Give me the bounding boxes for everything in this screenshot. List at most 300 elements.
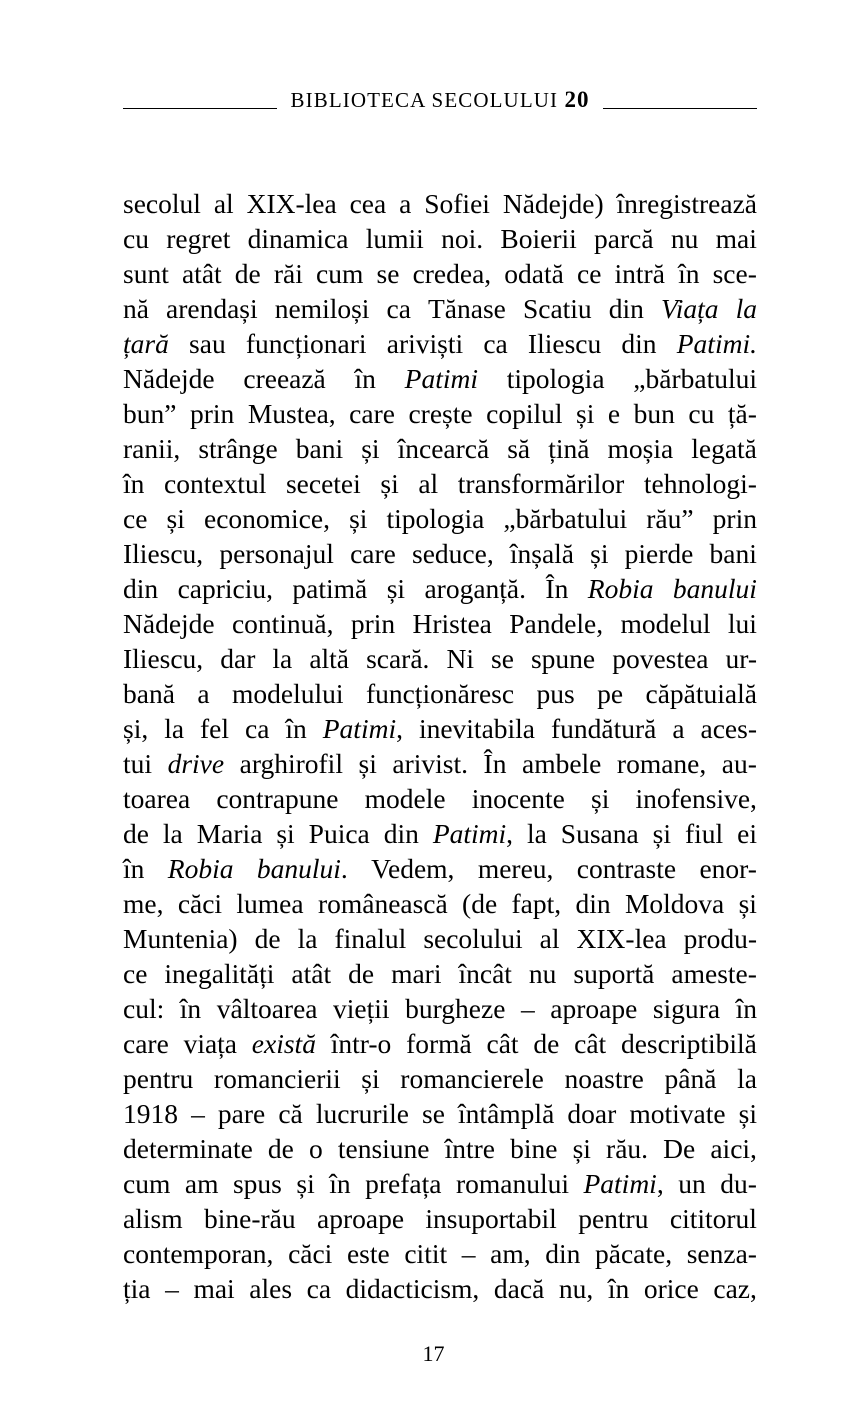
text-word: Pandele, xyxy=(509,608,604,639)
text-word: ambele xyxy=(521,748,602,779)
text-word: aici, xyxy=(710,1133,757,1164)
text-word: ales xyxy=(249,1273,293,1304)
text-word: transformărilor xyxy=(457,468,625,499)
text-word: romanului xyxy=(455,1168,569,1199)
text-word: vieții xyxy=(333,993,390,1024)
text-word: spus xyxy=(232,1168,282,1199)
text-word: lui xyxy=(727,608,757,639)
text-word: (de xyxy=(462,888,498,919)
text-word: care xyxy=(349,398,395,429)
text-word: credea, xyxy=(412,258,492,289)
text-word: romane, xyxy=(616,748,707,779)
text-word: cea xyxy=(349,188,387,219)
text-word: bine xyxy=(510,1133,558,1164)
text-word: Muntenia) xyxy=(123,923,238,954)
text-word: vâltoarea xyxy=(216,993,318,1024)
text-word: cu xyxy=(688,398,715,429)
text-word: – xyxy=(461,1238,476,1269)
text-word: și xyxy=(386,573,406,604)
text-word: crește xyxy=(408,398,473,429)
text-word: la xyxy=(735,293,757,324)
text-word: ur- xyxy=(725,643,757,674)
text-word: cu xyxy=(123,223,149,254)
text-word: formă xyxy=(406,1028,472,1059)
text-word: Maria xyxy=(196,818,263,849)
text-word: tipologia xyxy=(506,363,605,394)
text-word: alism xyxy=(123,1203,183,1234)
text-word: noi. xyxy=(441,223,484,254)
text-line xyxy=(123,956,757,991)
text-word: încât xyxy=(458,958,512,989)
text-word: e xyxy=(607,398,621,429)
text-word: Mustea, xyxy=(247,398,336,429)
text-word: contextul xyxy=(164,468,267,499)
text-word: și xyxy=(590,538,609,569)
text-word: Susana xyxy=(560,818,639,849)
text-word: ță- xyxy=(727,398,757,429)
text-line xyxy=(123,291,757,326)
text-word: sigura xyxy=(652,993,721,1024)
text-word: rău. xyxy=(606,1133,649,1164)
text-word: Vedem, xyxy=(371,853,455,884)
text-word: noastre xyxy=(564,1063,644,1094)
text-word: din xyxy=(621,328,657,359)
text-word: banului xyxy=(672,573,757,604)
text-word: Puica xyxy=(308,818,370,849)
text-word: aproape xyxy=(550,993,638,1024)
text-word: secetei xyxy=(285,468,361,499)
text-word: atât xyxy=(181,258,222,289)
text-word: bani xyxy=(709,538,757,569)
text-word: bun” xyxy=(123,398,177,429)
text-word: orice xyxy=(643,1273,699,1304)
text-word: românească xyxy=(317,888,448,919)
text-word: modelului xyxy=(231,678,344,709)
text-line xyxy=(123,1166,757,1201)
text-word: finalul xyxy=(334,923,407,954)
text-word: Boierii xyxy=(500,223,577,254)
text-word: caz, xyxy=(713,1273,757,1304)
text-word: personajul xyxy=(219,538,334,569)
text-word: păcate, xyxy=(595,1238,673,1269)
text-word: țară xyxy=(123,328,169,359)
text-word: și xyxy=(576,398,595,429)
text-word: Sofiei xyxy=(424,188,490,219)
text-word: ce xyxy=(123,958,148,989)
text-word: un xyxy=(678,1168,706,1199)
text-word: nu xyxy=(670,223,699,254)
text-word: ei xyxy=(737,818,757,849)
text-word: cât xyxy=(574,1028,607,1059)
text-word: legată xyxy=(691,433,757,464)
text-line xyxy=(123,1096,757,1131)
text-word: Nădejde xyxy=(123,363,215,394)
text-word: aproape xyxy=(317,1203,405,1234)
text-word: Iliescu xyxy=(527,328,602,359)
text-word: până xyxy=(664,1063,717,1094)
text-word: modelul xyxy=(620,608,711,639)
text-word: prin xyxy=(712,503,757,534)
text-word: sce- xyxy=(712,258,757,289)
text-word: la xyxy=(272,643,293,674)
text-word: fundătură xyxy=(550,713,657,744)
text-word: de xyxy=(267,1133,294,1164)
text-word: și xyxy=(380,468,399,499)
text-word: inegalități xyxy=(164,958,275,989)
text-word: și xyxy=(296,1168,315,1199)
text-word: fel xyxy=(200,713,230,744)
text-word: nu xyxy=(528,958,557,989)
text-word: suportă xyxy=(573,958,655,989)
text-word: tensiune xyxy=(337,1133,430,1164)
text-word: Nădejde) xyxy=(502,188,604,219)
text-word: seduce, xyxy=(412,538,494,569)
text-word: povestea xyxy=(612,643,709,674)
text-word: cul: xyxy=(123,993,165,1024)
text-line xyxy=(123,536,757,571)
text-word: strânge xyxy=(198,433,278,464)
text-word: din xyxy=(383,818,419,849)
text-word: drive xyxy=(167,748,225,779)
text-line xyxy=(123,501,757,536)
text-word: Patimi, xyxy=(432,818,514,849)
text-word: ariviști xyxy=(386,328,464,359)
running-head-rule-right xyxy=(603,108,757,109)
text-word: XIX-lea xyxy=(576,923,667,954)
text-word: înregistrează xyxy=(616,188,757,219)
text-word: inofensive, xyxy=(635,783,757,814)
text-word: Patimi, xyxy=(583,1168,664,1199)
text-word: care xyxy=(350,538,396,569)
text-word: intră xyxy=(614,258,665,289)
text-word: nă xyxy=(123,293,149,324)
text-word: dacă xyxy=(493,1273,545,1304)
text-word: tipologia xyxy=(386,503,485,534)
text-word: o xyxy=(308,1133,323,1164)
text-word: atât xyxy=(291,958,332,989)
text-word: În xyxy=(483,748,507,779)
text-word: și xyxy=(361,433,380,464)
text-word: insuportabil xyxy=(425,1203,557,1234)
text-word: se xyxy=(376,258,400,289)
text-word: la xyxy=(297,923,318,954)
text-word: a xyxy=(197,678,210,709)
text-word: al xyxy=(418,468,439,499)
text-word: Patimi, xyxy=(322,713,403,744)
text-word: în xyxy=(678,258,700,289)
text-line xyxy=(123,886,757,921)
running-head-series-name: BIBLIOTECA SECOLULUI xyxy=(290,87,559,112)
text-word: Patimi. xyxy=(676,328,757,359)
text-line xyxy=(123,1061,757,1096)
text-word: la xyxy=(737,1063,757,1094)
text-word: sunt xyxy=(123,258,169,289)
text-word: să xyxy=(507,433,531,464)
text-word: capriciu, xyxy=(177,573,273,604)
text-word: modele xyxy=(364,783,446,814)
text-word: pentru xyxy=(123,1063,194,1094)
text-word: la xyxy=(162,818,183,849)
text-word: în xyxy=(179,993,202,1024)
text-word: ce xyxy=(576,258,602,289)
text-line xyxy=(123,781,757,816)
text-line xyxy=(123,1131,757,1166)
text-word: la xyxy=(164,713,185,744)
text-word: banului. xyxy=(256,853,348,884)
text-word: din xyxy=(123,573,159,604)
text-word: pe xyxy=(597,678,624,709)
text-word: răi xyxy=(273,258,303,289)
text-word: și xyxy=(276,818,295,849)
text-word: „bărbatului xyxy=(503,503,628,534)
text-word: Scatiu xyxy=(522,293,592,324)
text-line xyxy=(123,1026,757,1061)
text-line xyxy=(123,1236,757,1271)
text-line xyxy=(123,1271,757,1306)
text-word: care xyxy=(123,1028,169,1059)
text-word: nemiloși xyxy=(274,293,370,324)
text-word: ția xyxy=(123,1273,151,1304)
text-word: între xyxy=(444,1133,496,1164)
text-word: cititorul xyxy=(669,1203,757,1234)
text-word: al xyxy=(539,923,560,954)
text-word: pierde xyxy=(624,538,694,569)
text-word: tui xyxy=(123,748,153,779)
text-word: țină xyxy=(548,433,590,464)
text-word: este xyxy=(346,1238,390,1269)
text-word: în xyxy=(123,853,145,884)
text-word: din xyxy=(575,888,611,919)
text-line xyxy=(123,431,757,466)
text-word: fapt, xyxy=(511,888,562,919)
text-word: secolul xyxy=(123,188,201,219)
text-word: arendași xyxy=(166,293,258,324)
text-word: în xyxy=(285,713,307,744)
text-word: Viața xyxy=(660,293,719,324)
text-word: Tănase xyxy=(428,293,506,324)
running-head-rule-left xyxy=(123,108,277,109)
text-word: inevitabila xyxy=(418,713,536,744)
body-text xyxy=(123,186,757,1306)
text-word: aces- xyxy=(700,713,757,744)
text-word: arghirofil xyxy=(239,748,343,779)
text-word: arivist. xyxy=(392,748,468,779)
text-word: într-o xyxy=(330,1028,392,1059)
text-word: nu, xyxy=(558,1273,594,1304)
text-word: prin xyxy=(189,398,235,429)
text-word: lumii xyxy=(365,223,424,254)
text-word: burgheze xyxy=(405,993,506,1024)
text-line xyxy=(123,396,757,431)
text-word: ce xyxy=(123,503,148,534)
text-word: citit xyxy=(404,1238,448,1269)
text-word: bun xyxy=(633,398,675,429)
text-word: căci xyxy=(177,888,223,919)
text-word: cât xyxy=(486,1028,519,1059)
text-word: Ni xyxy=(446,643,474,674)
text-word: Hristea xyxy=(412,608,492,639)
text-word: mari xyxy=(391,958,442,989)
text-word: XIX-lea xyxy=(246,188,337,219)
text-word: – xyxy=(165,1273,179,1304)
text-word: dar xyxy=(220,643,256,674)
text-word: cum xyxy=(316,258,364,289)
text-word: spune xyxy=(530,643,596,674)
text-word: al xyxy=(213,188,234,219)
text-word: că xyxy=(278,1098,303,1129)
text-word: de xyxy=(348,958,375,989)
text-word: regret xyxy=(166,223,231,254)
text-word: motivate xyxy=(629,1098,726,1129)
text-word: prin xyxy=(350,608,396,639)
text-word: pus xyxy=(536,678,575,709)
text-word: viața xyxy=(183,1028,238,1059)
text-line xyxy=(123,571,757,606)
text-word: dinamica xyxy=(247,223,349,254)
text-word: senza- xyxy=(686,1238,757,1269)
text-word: întâmplă xyxy=(458,1098,555,1129)
text-line xyxy=(123,256,757,291)
text-word: și xyxy=(591,783,610,814)
text-word: continuă, xyxy=(231,608,334,639)
text-line xyxy=(123,186,757,221)
text-word: pare xyxy=(217,1098,266,1129)
text-word: patimă xyxy=(292,573,368,604)
text-line xyxy=(123,606,757,641)
text-word: și xyxy=(349,503,368,534)
text-line xyxy=(123,326,757,361)
text-word: la xyxy=(526,818,547,849)
text-word: doar xyxy=(567,1098,617,1129)
text-line xyxy=(123,641,757,676)
text-word: Iliescu, xyxy=(123,538,204,569)
text-word: mai xyxy=(715,223,757,254)
text-word: Nădejde xyxy=(123,608,215,639)
text-word: a xyxy=(399,188,412,219)
text-word: contrapune xyxy=(216,783,339,814)
text-word: economice, xyxy=(203,503,330,534)
text-word: se xyxy=(422,1098,445,1129)
text-word: ca xyxy=(483,328,508,359)
text-word: în xyxy=(607,1273,630,1304)
text-word: ranii, xyxy=(123,433,181,464)
text-word: fiul xyxy=(684,818,724,849)
text-word: a xyxy=(672,713,685,744)
text-word: – xyxy=(520,993,535,1024)
text-word: De xyxy=(663,1133,696,1164)
text-word: în xyxy=(329,1168,351,1199)
text-word: odată xyxy=(504,258,564,289)
text-word: cum xyxy=(123,1168,171,1199)
text-word: au- xyxy=(721,748,757,779)
text-line xyxy=(123,991,757,1026)
text-word: am, xyxy=(490,1238,531,1269)
text-word: Moldova xyxy=(624,888,725,919)
text-word: lucrurile xyxy=(315,1098,409,1129)
running-head xyxy=(123,84,757,114)
text-word: Iliescu, xyxy=(123,643,204,674)
text-word: pentru xyxy=(578,1203,649,1234)
text-word: didacticism, xyxy=(345,1273,480,1304)
running-head-series-number: 20 xyxy=(564,86,590,112)
text-word: bană xyxy=(123,678,175,709)
text-word: romancierii xyxy=(213,1063,341,1094)
text-line xyxy=(123,466,757,501)
text-word: creează xyxy=(243,363,326,394)
text-word: se xyxy=(491,643,514,674)
text-word: de xyxy=(234,258,261,289)
text-word: Patimi xyxy=(404,363,479,394)
text-word: și xyxy=(358,748,377,779)
text-word: de xyxy=(533,1028,560,1059)
text-word: inocente xyxy=(471,783,565,814)
text-word: toarea xyxy=(123,783,191,814)
text-line xyxy=(123,1201,757,1236)
running-head-title xyxy=(291,88,590,111)
text-word: încearcă xyxy=(397,433,490,464)
text-word: moșia xyxy=(607,433,674,464)
text-word: prefața xyxy=(365,1168,442,1199)
text-word: În xyxy=(545,573,569,604)
text-word: mai xyxy=(193,1273,235,1304)
text-word: tehnologi- xyxy=(643,468,757,499)
text-word: de xyxy=(123,818,149,849)
text-word: de xyxy=(254,923,281,954)
text-word: bine-rău xyxy=(203,1203,296,1234)
text-word: descriptibilă xyxy=(620,1028,757,1059)
text-word: în xyxy=(735,993,757,1024)
text-word: și, xyxy=(123,713,149,744)
text-word: și xyxy=(572,1133,591,1164)
text-word: copilul xyxy=(486,398,563,429)
text-word: lumea xyxy=(236,888,304,919)
text-word: funcționăresc xyxy=(365,678,515,709)
text-word: din xyxy=(608,293,644,324)
text-word: ameste- xyxy=(671,958,757,989)
text-line xyxy=(123,816,757,851)
text-word: produ- xyxy=(683,923,757,954)
text-word: funcționari xyxy=(245,328,367,359)
text-word: și xyxy=(738,1098,757,1129)
text-line xyxy=(123,676,757,711)
text-word: determinate xyxy=(123,1133,253,1164)
text-word: sau xyxy=(189,328,226,359)
text-word: am xyxy=(184,1168,219,1199)
text-word: contemporan, xyxy=(123,1238,274,1269)
text-word: și xyxy=(738,888,757,919)
text-word: și xyxy=(361,1063,380,1094)
text-word: înșală xyxy=(509,538,575,569)
text-word: și xyxy=(166,503,185,534)
text-word: scară. xyxy=(366,643,430,674)
text-line xyxy=(123,711,757,746)
text-line xyxy=(123,361,757,396)
text-line xyxy=(123,851,757,886)
text-word: aroganță. xyxy=(424,573,526,604)
text-word: în xyxy=(354,363,376,394)
text-word: rău” xyxy=(646,503,694,534)
text-word: căpătuială xyxy=(645,678,757,709)
text-word: ca xyxy=(386,293,411,324)
text-word: în xyxy=(123,468,145,499)
text-word: altă xyxy=(309,643,350,674)
text-word: bani xyxy=(295,433,344,464)
text-word: contraste xyxy=(576,853,677,884)
text-word: enor- xyxy=(699,853,757,884)
text-word: romancierele xyxy=(400,1063,544,1094)
text-word: Robia xyxy=(167,853,234,884)
text-word: căci xyxy=(288,1238,333,1269)
